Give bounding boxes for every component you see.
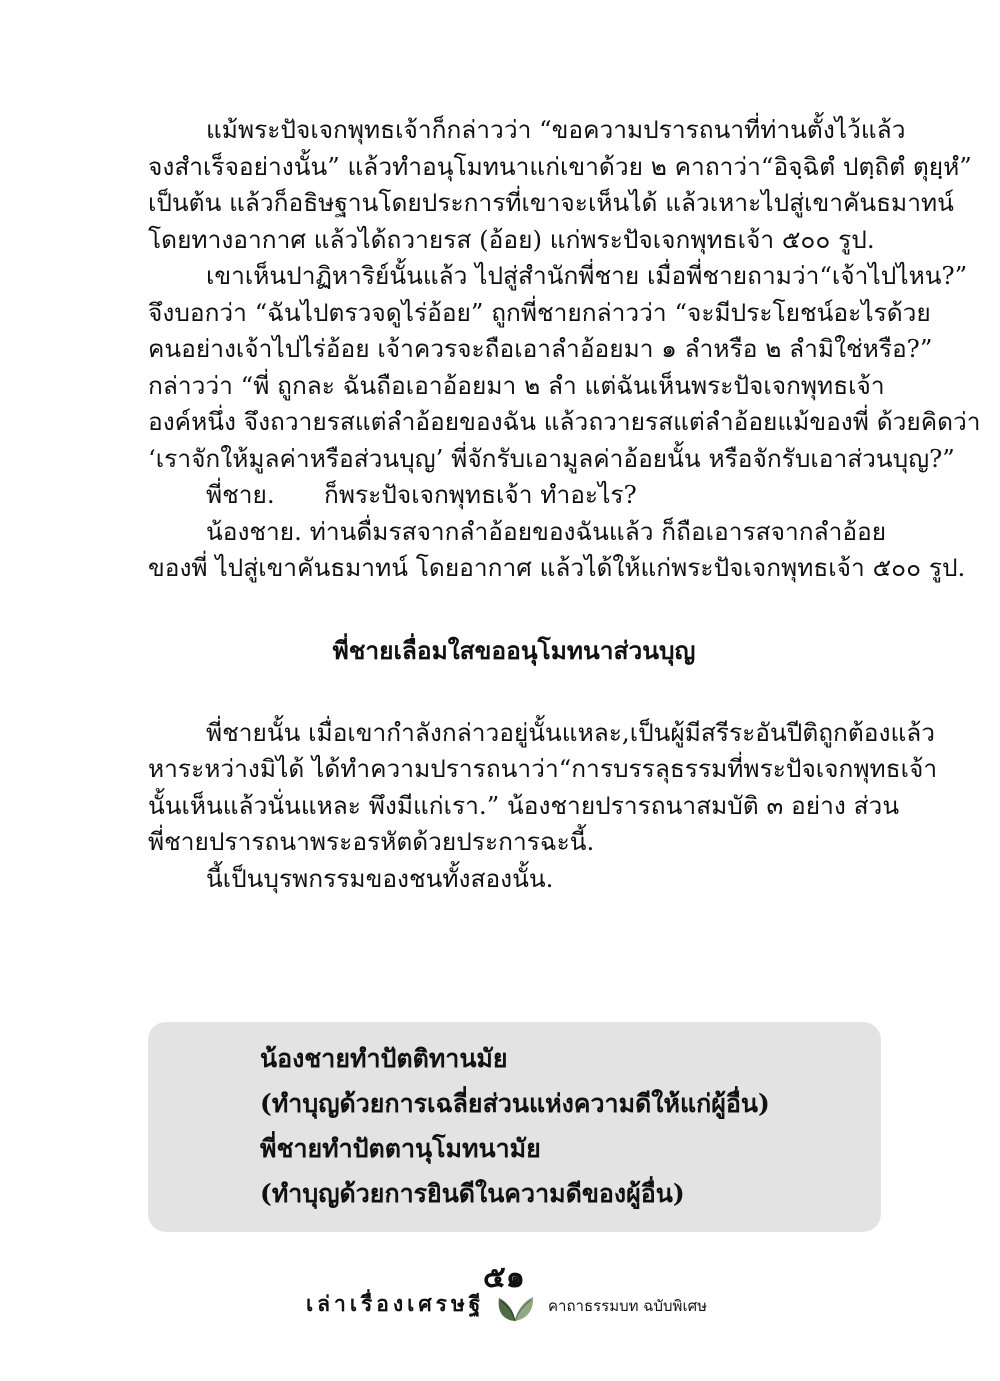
paragraph-1-line-1: แม้พระปัจเจกพุทธเจ้าก็กล่าวว่า “ขอความปรารถนาที่ท่านตั้งไว้แล้ว	[206, 115, 906, 144]
leaf-icon	[493, 1290, 537, 1324]
page-number: ๕๑	[483, 1260, 525, 1295]
dialogue-younger-line-1: น้องชาย. ท่านดื่มรสจากลำอ้อยของฉันแล้ว ก็ถือเอารสจากลำอ้อย	[206, 516, 887, 546]
elder-brother-question: ก็พระปัจเจกพุทธเจ้า ทำอะไร?	[324, 480, 637, 509]
section-heading: พี่ชายเลื่อมใสขออนุโมทนาส่วนบุญ	[332, 635, 696, 665]
summary-box	[148, 1022, 881, 1232]
paragraph-3-line-2: หาระหว่างมิได้ ได้ทำความปรารถนาว่า“การบรรลุธรรมที่พระปัจเจกพุทธเจ้า	[148, 754, 938, 783]
dialogue-younger-line-2: ของพี่ ไปสู่เขาคันธมาทน์ โดยอากาศ แล้วได้ให้แก่พระปัจเจกพุทธเจ้า ๕๐๐ รูป.	[148, 553, 966, 582]
paragraph-3-line-4: พี่ชายปรารถนาพระอรหัตด้วยประการฉะนี้.	[148, 827, 595, 856]
book-subtitle: คาถาธรรมบท ฉบับพิเศษ	[548, 1297, 707, 1315]
paragraph-2-line-6: ‘เราจักให้มูลค่าหรือส่วนบุญ’ พี่จักรับเอามูลค่าอ้อยนั้น หรือจักรับเอาส่วนบุญ?”	[148, 443, 955, 473]
body-text	[148, 112, 981, 897]
paragraph-2-line-5: องค์หนึ่ง จึงถวายรสแต่ลำอ้อยของฉัน แล้วถวายรสแต่ลำอ้อยแม้ของพี่ ด้วยคิดว่า	[148, 407, 981, 436]
summary-line-3: พี่ชายทำปัตตานุโมทนามัย	[260, 1134, 541, 1163]
book-title: เล่าเรื่องเศรษฐี	[306, 1291, 485, 1316]
paragraph-2-line-4: กล่าวว่า “พี่ ถูกละ ฉันถือเอาอ้อยมา ๒ ลำ แต่ฉันเห็นพระปัจเจกพุทธเจ้า	[148, 370, 885, 400]
paragraph-2-line-2: จึงบอกว่า “ฉันไปตรวจดูไร่อ้อย” ถูกพี่ชายกล่าวว่า “จะมีประโยชน์อะไรด้วย	[148, 297, 931, 327]
closing-line: นี้เป็นบุรพกรรมของชนทั้งสองนั้น.	[206, 863, 554, 893]
summary-line-1: น้องชายทำปัตติทานมัย	[260, 1044, 508, 1073]
paragraph-2-line-3: คนอย่างเจ้าไปไร่อ้อย เจ้าควรจะถือเอาลำอ้อยมา ๑ ลำหรือ ๒ ลำมิใช่หรือ?”	[148, 334, 933, 363]
summary-line-2: (ทำบุญด้วยการเฉลี่ยส่วนแห่งความดีให้แก่ผู้อื่น)	[260, 1089, 770, 1118]
paragraph-3-line-1: พี่ชายนั้น เมื่อเขากำลังกล่าวอยู่นั้นแหละ,เป็นผู้มีสรีระอันปีติถูกต้องแล้ว	[206, 717, 936, 747]
summary-box-content	[260, 1036, 770, 1216]
page-footer	[0, 1262, 1000, 1332]
speaker-elder-brother: พี่ชาย.	[206, 480, 275, 509]
dialogue-elder	[148, 477, 880, 514]
paragraph-2-line-1: เขาเห็นปาฏิหาริย์นั้นแล้ว ไปสู่สำนักพี่ชาย เมื่อพี่ชายถามว่า“เจ้าไปไหน?”	[206, 261, 968, 290]
summary-line-4: (ทำบุญด้วยการยินดีในความดีของผู้อื่น)	[260, 1179, 685, 1208]
paragraph-1-line-2: จงสำเร็จอย่างนั้น” แล้วทำอนุโมทนาแก่เขาด้วย ๒ คาถาว่า“อิจฺฉิตํ ปตฺถิตํ ตุยฺหํ”	[148, 151, 972, 181]
paragraph-1-line-4: โดยทางอากาศ แล้วได้ถวายรส (อ้อย) แก่พระปัจเจกพุทธเจ้า ๕๐๐ รูป.	[148, 224, 875, 254]
paragraph-3-line-3: นั้นเห็นแล้วนั่นแหละ พึงมีแก่เรา.” น้องชายปรารถนาสมบัติ ๓ อย่าง ส่วน	[148, 790, 900, 820]
paragraph-1-line-3: เป็นต้น แล้วก็อธิษฐานโดยประการที่เขาจะเห็นได้ แล้วเหาะไปสู่เขาคันธมาทน์	[148, 188, 954, 217]
